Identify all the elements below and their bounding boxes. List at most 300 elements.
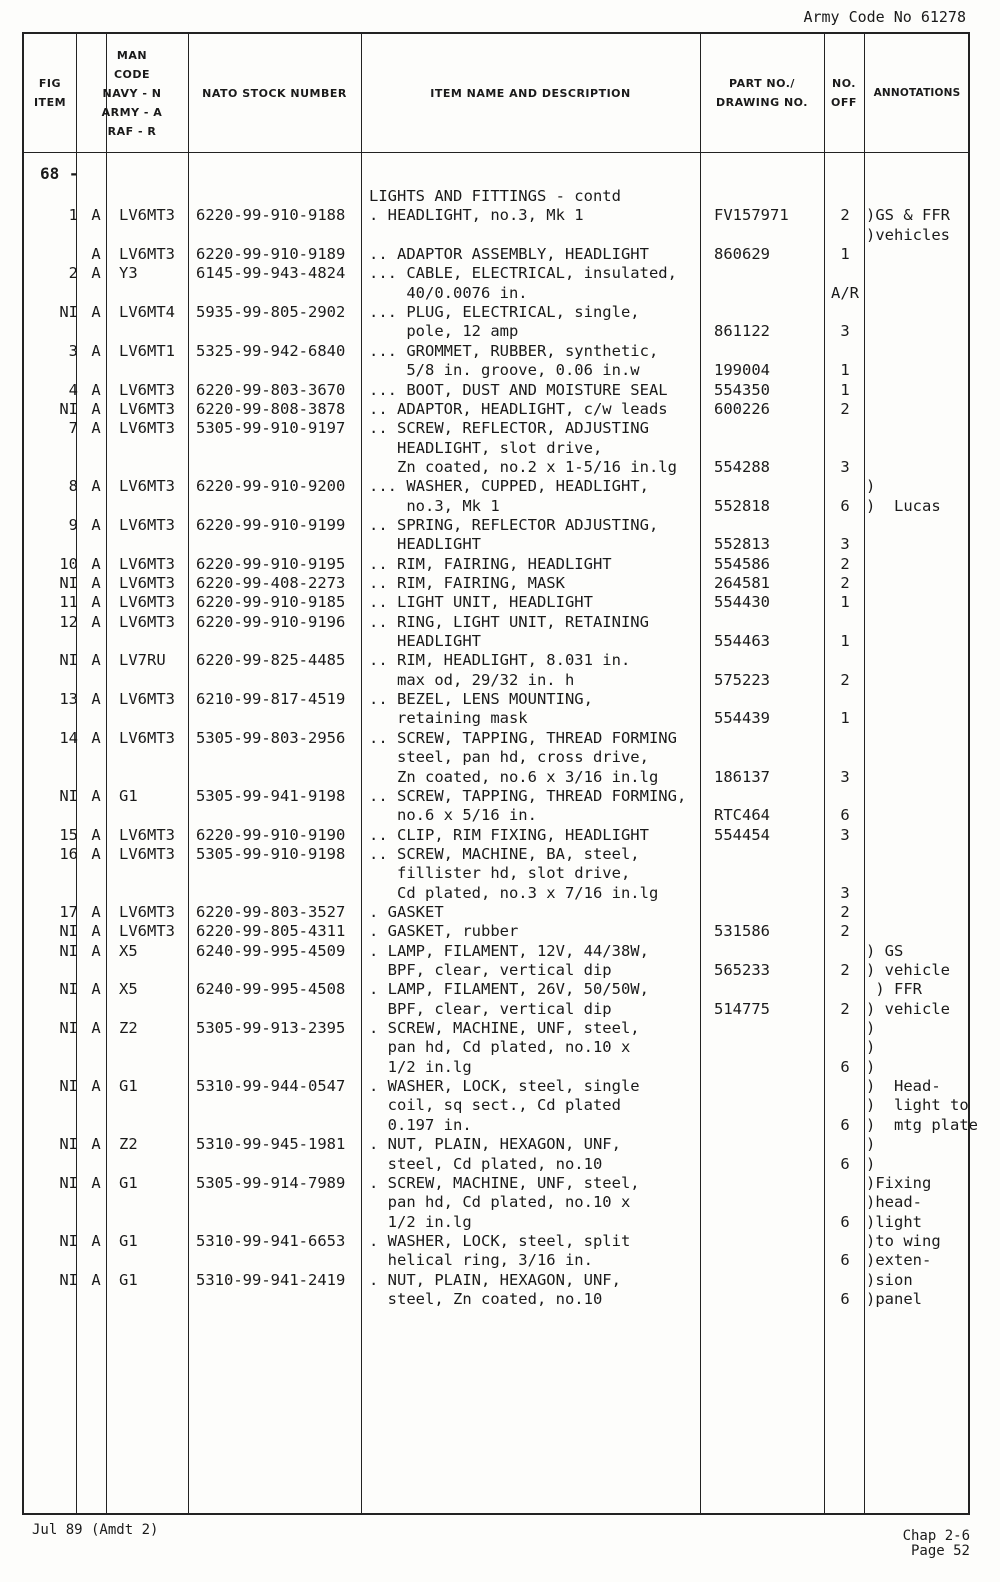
man-code-cell: A: [91, 419, 101, 437]
nato-stock-cell: [196, 439, 366, 457]
description-cell: Zn coated, no.6 x 3/16 in.lg: [369, 768, 659, 786]
code-cell: LV6MT3: [119, 690, 175, 708]
nato-stock-cell: [196, 1000, 366, 1018]
code-cell: [119, 322, 199, 340]
man-code-cell: A: [91, 245, 101, 263]
annotation-cell: [866, 361, 976, 379]
number-off-cell: A/R: [831, 284, 859, 302]
nato-stock-cell: [196, 884, 366, 902]
nato-stock-cell: 5310-99-941-6653: [196, 1232, 346, 1250]
code-cell: LV6MT3: [119, 729, 175, 747]
part-number-cell: 552818: [714, 497, 770, 515]
number-off-cell: 3: [840, 768, 850, 786]
annotation-cell: [866, 516, 976, 534]
annotation-cell: [866, 187, 976, 205]
annotation-cell: [866, 535, 976, 553]
man-code-cell: [86, 1290, 106, 1308]
part-number-cell: [714, 884, 834, 902]
number-off-cell: 2: [840, 1000, 850, 1018]
header-nato-stock-number: NATO STOCK NUMBER: [202, 86, 347, 100]
code-cell: [119, 632, 199, 650]
man-code-cell: A: [91, 903, 101, 921]
number-off-cell: [829, 613, 861, 631]
man-code-cell: [86, 1251, 106, 1269]
fig-item-cell: 14: [59, 729, 78, 747]
description-cell: ... WASHER, CUPPED, HEADLIGHT,: [369, 477, 649, 495]
nato-stock-cell: 6220-99-803-3670: [196, 381, 346, 399]
nato-stock-cell: [196, 497, 366, 515]
code-cell: [119, 1155, 199, 1173]
annotation-cell: [866, 884, 976, 902]
description-cell: HEADLIGHT: [369, 535, 481, 553]
fig-item-cell: NI: [59, 922, 78, 940]
header-separator: [24, 152, 968, 153]
part-number-cell: [714, 1174, 834, 1192]
code-cell: [119, 535, 199, 553]
description-cell: .. CLIP, RIM FIXING, HEADLIGHT: [369, 826, 649, 844]
code-cell: [119, 458, 199, 476]
annotation-cell: [866, 555, 976, 573]
man-code-cell: [86, 748, 106, 766]
number-off-cell: [829, 1096, 861, 1114]
fig-item-cell: NI: [59, 980, 78, 998]
man-code-cell: A: [91, 303, 101, 321]
number-off-cell: 2: [840, 671, 850, 689]
annotation-cell: )panel: [866, 1290, 922, 1308]
annotation-cell: ) light to: [866, 1096, 969, 1114]
nato-stock-cell: 6145-99-943-4824: [196, 264, 346, 282]
nato-stock-cell: 6220-99-910-9196: [196, 613, 346, 631]
man-code-cell: [86, 632, 106, 650]
part-number-cell: [714, 516, 834, 534]
annotation-cell: [866, 264, 976, 282]
man-code-cell: [86, 458, 106, 476]
number-off-cell: [829, 1193, 861, 1211]
header-annotations: ANNOTATIONS: [873, 86, 961, 99]
man-code-cell: [86, 322, 106, 340]
code-cell: [119, 748, 199, 766]
fig-item-cell: NI: [59, 574, 78, 592]
code-cell: LV6MT3: [119, 593, 175, 611]
code-cell: G1: [119, 1271, 138, 1289]
footer-chapter: Chap 2-6: [902, 1528, 970, 1544]
man-code-cell: [86, 806, 106, 824]
part-number-cell: [714, 1251, 834, 1269]
annotation-cell: [866, 922, 976, 940]
nato-stock-cell: [196, 361, 366, 379]
code-cell: LV6MT3: [119, 206, 175, 224]
number-off-cell: 6: [840, 1213, 850, 1231]
code-cell: [119, 497, 199, 515]
number-off-cell: [829, 1174, 861, 1192]
man-code-cell: A: [91, 980, 101, 998]
fig-item-cell: [24, 187, 78, 205]
man-code-cell: A: [91, 516, 101, 534]
number-off-cell: [829, 1271, 861, 1289]
code-cell: [119, 439, 199, 457]
part-number-cell: 554463: [714, 632, 770, 650]
description-cell: .. RIM, FAIRING, MASK: [369, 574, 565, 592]
nato-stock-cell: 6220-99-805-4311: [196, 922, 346, 940]
header-number-off: NO. OFF: [831, 77, 857, 109]
description-cell: .. ADAPTOR ASSEMBLY, HEADLIGHT: [369, 245, 649, 263]
fig-item-cell: 15: [59, 826, 78, 844]
part-number-cell: [714, 787, 834, 805]
annotation-cell: ): [866, 1135, 876, 1153]
man-code-cell: A: [91, 400, 101, 418]
annotation-cell: [866, 322, 976, 340]
annotation-cell: ): [866, 1019, 876, 1037]
description-cell: 40/0.0076 in.: [369, 284, 528, 302]
description-cell: [369, 226, 699, 244]
fig-item-cell: [24, 806, 78, 824]
fig-item-cell: 3: [68, 342, 78, 360]
number-off-cell: 3: [840, 458, 850, 476]
code-cell: G1: [119, 1077, 138, 1095]
number-off-cell: [829, 729, 861, 747]
number-off-cell: [829, 690, 861, 708]
number-off-cell: 6: [840, 1290, 850, 1308]
code-cell: [119, 1193, 199, 1211]
nato-stock-cell: 6220-99-910-9188: [196, 206, 346, 224]
description-cell: ... GROMMET, RUBBER, synthetic,: [369, 342, 659, 360]
nato-stock-cell: 6240-99-995-4508: [196, 980, 346, 998]
code-cell: [119, 671, 199, 689]
nato-stock-cell: [196, 226, 366, 244]
nato-stock-cell: 5305-99-910-9198: [196, 845, 346, 863]
man-code-cell: A: [91, 206, 101, 224]
description-cell: .. SCREW, REFLECTOR, ADJUSTING: [369, 419, 649, 437]
description-cell: Cd plated, no.3 x 7/16 in.lg: [369, 884, 659, 902]
part-number-cell: [714, 1019, 834, 1037]
fig-item-cell: NI: [59, 1019, 78, 1037]
man-code-cell: A: [91, 845, 101, 863]
number-off-cell: 1: [840, 593, 850, 611]
annotation-cell: )to wing: [866, 1232, 941, 1250]
number-off-cell: 3: [840, 535, 850, 553]
fig-item-cell: [24, 245, 78, 263]
annotation-cell: )light: [866, 1213, 922, 1231]
annotation-cell: ): [866, 1038, 876, 1056]
code-cell: LV6MT3: [119, 477, 175, 495]
description-cell: .. ADAPTOR, HEADLIGHT, c/w leads: [369, 400, 668, 418]
number-off-cell: 1: [840, 709, 850, 727]
code-cell: [119, 1251, 199, 1269]
code-cell: [119, 709, 199, 727]
fig-item-cell: [24, 1058, 78, 1076]
man-code-cell: [86, 1096, 106, 1114]
code-cell: Z2: [119, 1019, 138, 1037]
part-number-cell: 554454: [714, 826, 770, 844]
man-code-cell: A: [91, 729, 101, 747]
figure-number: 68 -: [40, 164, 79, 183]
nato-stock-cell: 6220-99-910-9195: [196, 555, 346, 573]
man-code-cell: [86, 1038, 106, 1056]
part-number-cell: [714, 1135, 834, 1153]
part-number-cell: [714, 613, 834, 631]
man-code-cell: A: [91, 1174, 101, 1192]
part-number-cell: RTC464: [714, 806, 770, 824]
code-cell: [119, 1096, 199, 1114]
code-cell: [119, 284, 199, 302]
code-cell: [119, 806, 199, 824]
description-cell: retaining mask: [369, 709, 528, 727]
part-number-cell: [714, 419, 834, 437]
annotation-cell: [866, 632, 976, 650]
description-cell: . GASKET: [369, 903, 444, 921]
code-cell: LV6MT3: [119, 613, 175, 631]
part-number-cell: [714, 1077, 834, 1095]
code-cell: LV6MT3: [119, 516, 175, 534]
number-off-cell: 1: [840, 632, 850, 650]
nato-stock-cell: 6220-99-910-9190: [196, 826, 346, 844]
annotation-cell: [866, 709, 976, 727]
annotation-cell: [866, 342, 976, 360]
nato-stock-cell: 6220-99-808-3878: [196, 400, 346, 418]
part-number-cell: 600226: [714, 400, 770, 418]
number-off-cell: [829, 748, 861, 766]
code-cell: [119, 961, 199, 979]
man-code-cell: [86, 1058, 106, 1076]
man-code-cell: [86, 768, 106, 786]
annotation-cell: ): [866, 477, 876, 495]
description-cell: 0.197 in.: [369, 1116, 472, 1134]
annotation-cell: [866, 748, 976, 766]
number-off-cell: [829, 980, 861, 998]
number-off-cell: 2: [840, 206, 850, 224]
part-number-cell: [714, 1058, 834, 1076]
man-code-cell: A: [91, 1271, 101, 1289]
part-number-cell: [714, 980, 834, 998]
part-number-cell: [714, 1116, 834, 1134]
part-number-cell: [714, 1155, 834, 1173]
description-cell: . GASKET, rubber: [369, 922, 519, 940]
description-cell: helical ring, 3/16 in.: [369, 1251, 593, 1269]
description-cell: . WASHER, LOCK, steel, single: [369, 1077, 640, 1095]
man-code-cell: A: [91, 264, 101, 282]
fig-item-cell: NI: [59, 303, 78, 321]
man-code-cell: [86, 1155, 106, 1173]
fig-item-cell: 9: [68, 516, 78, 534]
part-number-cell: [714, 342, 834, 360]
nato-stock-cell: [196, 671, 366, 689]
part-number-cell: [714, 477, 834, 495]
man-code-cell: A: [91, 942, 101, 960]
man-code-cell: [86, 709, 106, 727]
description-cell: . LAMP, FILAMENT, 12V, 44/38W,: [369, 942, 649, 960]
number-off-cell: [829, 439, 861, 457]
part-number-cell: [714, 187, 834, 205]
nato-stock-cell: [196, 1058, 366, 1076]
man-code-cell: [86, 961, 106, 979]
footer-page-number: Page 52: [910, 1543, 970, 1559]
nato-stock-cell: [196, 187, 366, 205]
description-cell: pan hd, Cd plated, no.10 x: [369, 1193, 631, 1211]
part-number-cell: [714, 845, 834, 863]
annotation-cell: [866, 458, 976, 476]
annotation-cell: ) GS: [866, 942, 904, 960]
nato-stock-cell: [196, 1116, 366, 1134]
code-cell: Y3: [119, 264, 138, 282]
code-cell: LV6MT3: [119, 400, 175, 418]
nato-stock-cell: [196, 1213, 366, 1231]
fig-item-cell: NI: [59, 1135, 78, 1153]
code-cell: LV6MT4: [119, 303, 175, 321]
description-cell: .. RING, LIGHT UNIT, RETAINING: [369, 613, 649, 631]
annotation-cell: [866, 303, 976, 321]
code-cell: [119, 1213, 199, 1231]
fig-item-cell: [24, 322, 78, 340]
number-off-cell: 2: [840, 961, 850, 979]
nato-stock-cell: [196, 748, 366, 766]
annotation-cell: )head-: [866, 1193, 922, 1211]
number-off-cell: 6: [840, 1116, 850, 1134]
code-cell: G1: [119, 1174, 138, 1192]
nato-stock-cell: 5305-99-941-9198: [196, 787, 346, 805]
number-off-cell: 3: [840, 884, 850, 902]
description-cell: 5/8 in. groove, 0.06 in.w: [369, 361, 640, 379]
number-off-cell: 3: [840, 322, 850, 340]
fig-item-cell: 8: [68, 477, 78, 495]
part-number-cell: [714, 1213, 834, 1231]
header-fig-item: FIG ITEM: [33, 77, 67, 109]
annotation-cell: [866, 845, 976, 863]
description-cell: .. BEZEL, LENS MOUNTING,: [369, 690, 593, 708]
annotation-cell: [866, 787, 976, 805]
nato-stock-cell: [196, 864, 366, 882]
man-code-cell: A: [91, 787, 101, 805]
description-cell: no.3, Mk 1: [369, 497, 500, 515]
nato-stock-cell: [196, 1038, 366, 1056]
number-off-cell: 2: [840, 922, 850, 940]
nato-stock-cell: 6240-99-995-4509: [196, 942, 346, 960]
number-off-cell: [829, 845, 861, 863]
code-cell: [119, 1058, 199, 1076]
fig-item-cell: NI: [59, 1077, 78, 1095]
man-code-cell: A: [91, 1232, 101, 1250]
annotation-cell: [866, 400, 976, 418]
fig-item-cell: [24, 671, 78, 689]
description-cell: Zn coated, no.2 x 1-5/16 in.lg: [369, 458, 677, 476]
parts-table: [22, 32, 978, 1515]
description-cell: . LAMP, FILAMENT, 26V, 50/50W,: [369, 980, 649, 998]
nato-stock-cell: [196, 1096, 366, 1114]
description-cell: steel, pan hd, cross drive,: [369, 748, 649, 766]
annotation-cell: )vehicles: [866, 226, 950, 244]
description-cell: steel, Cd plated, no.10: [369, 1155, 603, 1173]
man-code-cell: [86, 535, 106, 553]
man-code-cell: A: [91, 826, 101, 844]
part-number-cell: 861122: [714, 322, 770, 340]
fig-item-cell: [24, 1038, 78, 1056]
fig-item-cell: 1: [68, 206, 78, 224]
nato-stock-cell: 5305-99-910-9197: [196, 419, 346, 437]
part-number-cell: [714, 690, 834, 708]
number-off-cell: [829, 942, 861, 960]
description-cell: pole, 12 amp: [369, 322, 519, 340]
part-number-cell: 575223: [714, 671, 770, 689]
fig-item-cell: [24, 439, 78, 457]
part-number-cell: 552813: [714, 535, 770, 553]
annotation-cell: [866, 903, 976, 921]
code-cell: LV6MT1: [119, 342, 175, 360]
fig-item-cell: [24, 1213, 78, 1231]
annotation-cell: )exten-: [866, 1251, 932, 1269]
annotation-cell: [866, 381, 976, 399]
number-off-cell: 6: [840, 1058, 850, 1076]
description-cell: ... CABLE, ELECTRICAL, insulated,: [369, 264, 677, 282]
code-cell: LV6MT3: [119, 922, 175, 940]
annotation-cell: ): [866, 1155, 876, 1173]
fig-item-cell: [24, 864, 78, 882]
annotation-cell: ) FFR: [866, 980, 922, 998]
col-divider: [864, 34, 865, 1513]
part-number-cell: 860629: [714, 245, 770, 263]
fig-item-cell: [24, 1193, 78, 1211]
nato-stock-cell: [196, 458, 366, 476]
part-number-cell: [714, 903, 834, 921]
fig-item-cell: NI: [59, 787, 78, 805]
annotation-cell: [866, 439, 976, 457]
fig-item-cell: 7: [68, 419, 78, 437]
man-code-cell: [86, 284, 106, 302]
part-number-cell: 554586: [714, 555, 770, 573]
code-cell: LV6MT3: [119, 845, 175, 863]
annotation-cell: [866, 671, 976, 689]
part-number-cell: [714, 226, 834, 244]
fig-item-cell: 2: [68, 264, 78, 282]
fig-item-cell: NI: [59, 651, 78, 669]
annotation-cell: ) vehicle: [866, 1000, 950, 1018]
number-off-cell: [829, 1077, 861, 1095]
description-cell: LIGHTS AND FITTINGS - contd: [369, 187, 621, 205]
fig-item-cell: [24, 361, 78, 379]
man-code-cell: A: [91, 690, 101, 708]
annotation-cell: [866, 768, 976, 786]
annotation-cell: ): [866, 1058, 876, 1076]
fig-item-cell: NI: [59, 1174, 78, 1192]
number-off-cell: [829, 264, 861, 282]
fig-item-cell: 4: [68, 381, 78, 399]
annotation-cell: [866, 651, 976, 669]
part-number-cell: 264581: [714, 574, 770, 592]
part-number-cell: [714, 1232, 834, 1250]
man-code-cell: [86, 1213, 106, 1231]
man-code-cell: [86, 1000, 106, 1018]
description-cell: max od, 29/32 in. h: [369, 671, 575, 689]
code-cell: LV6MT3: [119, 381, 175, 399]
header-man-code: MAN CODE NAVY - N ARMY - A RAF - R: [101, 48, 163, 138]
description-cell: .. LIGHT UNIT, HEADLIGHT: [369, 593, 593, 611]
description-cell: steel, Zn coated, no.10: [369, 1290, 603, 1308]
number-off-cell: [829, 187, 861, 205]
part-number-cell: [714, 864, 834, 882]
description-cell: HEADLIGHT, slot drive,: [369, 439, 603, 457]
nato-stock-cell: [196, 284, 366, 302]
number-off-cell: 2: [840, 555, 850, 573]
fig-item-cell: [24, 284, 78, 302]
annotation-cell: [866, 419, 976, 437]
annotation-cell: )Fixing: [866, 1174, 932, 1192]
nato-stock-cell: 5310-99-944-0547: [196, 1077, 346, 1095]
man-code-cell: [86, 497, 106, 515]
man-code-cell: A: [91, 574, 101, 592]
code-cell: [119, 884, 199, 902]
code-cell: LV6MT3: [119, 419, 175, 437]
annotation-cell: [866, 245, 976, 263]
description-cell: . HEADLIGHT, no.3, Mk 1: [369, 206, 584, 224]
fig-item-cell: [24, 1155, 78, 1173]
